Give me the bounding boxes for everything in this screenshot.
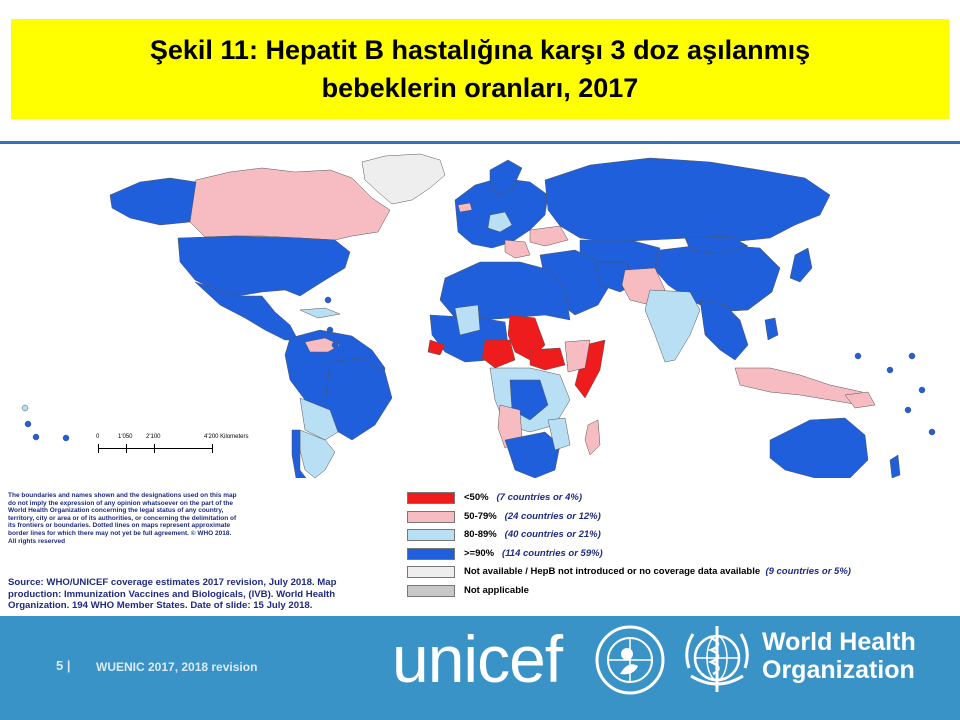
island-dot bbox=[63, 435, 69, 441]
japan-region bbox=[790, 248, 812, 282]
legend-row bbox=[407, 546, 927, 565]
scale-label: 2'100 bbox=[146, 434, 161, 440]
legend-row bbox=[407, 509, 927, 528]
philippines-region bbox=[765, 318, 778, 340]
legend-detail: (7 countries or 4%) bbox=[496, 492, 583, 503]
island-dot bbox=[919, 387, 925, 393]
slide-title-banner bbox=[11, 19, 949, 119]
slide-title-line-2: bebeklerin oranları, 2017 bbox=[321, 73, 639, 103]
island-dot bbox=[855, 353, 861, 359]
legend-label: 80-89% bbox=[464, 529, 497, 540]
indonesia-region bbox=[735, 368, 862, 405]
island-dot bbox=[325, 297, 331, 303]
legend-label: 50-79% bbox=[464, 510, 497, 522]
ukraine-region bbox=[530, 226, 568, 246]
island-dot bbox=[327, 327, 333, 333]
balkans-region bbox=[505, 240, 530, 258]
central-african-republic-region bbox=[482, 340, 515, 368]
legend-label: Not applicable bbox=[464, 584, 529, 596]
legend-detail: (40 countries or 21%) bbox=[504, 529, 601, 540]
map-disclaimer: The boundaries and names shown and the designations used on this map do not imply the expression of any opinion whatsoever on the part of the World Health Organization concerning the legal status of any country, territory, city or area or of its authorities, or concerning the delimitation of its frontiers or boundaries. Dotted lines on maps represent approximate border lines for which there may not yet be full agreement. © WHO 2018. All rights reserved bbox=[8, 492, 237, 545]
southern-africa-region bbox=[505, 432, 560, 478]
scale-line bbox=[98, 448, 212, 449]
caribbean-region bbox=[300, 308, 340, 318]
who-name-line-1: World Health bbox=[762, 628, 916, 656]
legend-detail: (24 countries or 12%) bbox=[504, 510, 601, 522]
world-map bbox=[0, 148, 960, 478]
title-divider bbox=[0, 141, 960, 144]
russia-region bbox=[545, 158, 830, 242]
legend-row bbox=[407, 490, 927, 509]
unicef-logo-text: unicef bbox=[392, 622, 563, 696]
map-source-note: Source: WHO/UNICEF coverage estimates 2017 revision, July 2018. Map production: Immunization Vaccines and Biologicals, (IVB). World Health Organization. 194 WHO Member States. Date of slide: 15 July 2018. bbox=[8, 577, 337, 611]
legend-swatch bbox=[407, 548, 455, 560]
page-number: 5 | bbox=[56, 658, 71, 673]
greenland-region bbox=[362, 154, 445, 204]
island-dot bbox=[25, 421, 31, 427]
scale-tick bbox=[154, 444, 155, 453]
legend-swatch bbox=[407, 511, 455, 523]
slide-title-line-1: Şekil 11: Hepatit B hastalığına karşı 3 doz aşılanmış bbox=[149, 35, 811, 65]
map-legend bbox=[407, 490, 927, 601]
legend-detail: (9 countries or 5%) bbox=[765, 566, 851, 577]
legend-swatch bbox=[407, 529, 455, 541]
scale-tick bbox=[98, 444, 99, 453]
island-dot bbox=[929, 429, 935, 435]
legend-label: Not available / HepB not introduced or no coverage data available bbox=[464, 566, 761, 577]
island-dot bbox=[33, 434, 39, 440]
legend-row bbox=[407, 583, 927, 602]
new-zealand-region bbox=[890, 455, 900, 478]
scale-tick bbox=[212, 444, 213, 453]
india-region bbox=[645, 290, 700, 362]
legend-swatch bbox=[407, 492, 455, 504]
legend-row bbox=[407, 564, 927, 583]
scale-tick bbox=[126, 444, 127, 453]
unicef-emblem-icon bbox=[594, 624, 666, 696]
scale-label: 1'050 bbox=[118, 434, 133, 440]
scale-label: 0 bbox=[96, 434, 100, 440]
island-dot bbox=[909, 353, 915, 359]
footer-revision-text: WUENIC 2017, 2018 revision bbox=[96, 660, 258, 674]
madagascar-region bbox=[585, 420, 600, 455]
legend-swatch bbox=[407, 566, 455, 578]
scale-label: 4'200 Kilometers bbox=[204, 434, 249, 440]
canada-region bbox=[182, 168, 390, 240]
map-scale-bar bbox=[96, 434, 266, 460]
island-dot bbox=[22, 405, 28, 411]
legend-label: >=90% bbox=[464, 547, 495, 559]
who-emblem-icon bbox=[677, 620, 757, 698]
legend-swatch bbox=[407, 585, 455, 597]
legend-row bbox=[407, 527, 927, 546]
south-sudan-region bbox=[530, 348, 565, 370]
alaska-region bbox=[110, 178, 196, 225]
who-name-line-2: Organization bbox=[762, 656, 915, 684]
island-dot bbox=[887, 367, 893, 373]
papua-new-guinea-region bbox=[845, 392, 875, 408]
legend-label: <50% bbox=[464, 492, 489, 503]
legend-detail: (114 countries or 59%) bbox=[502, 547, 603, 559]
island-dot bbox=[332, 342, 338, 348]
australia-region bbox=[770, 418, 868, 478]
island-dot bbox=[905, 407, 911, 413]
